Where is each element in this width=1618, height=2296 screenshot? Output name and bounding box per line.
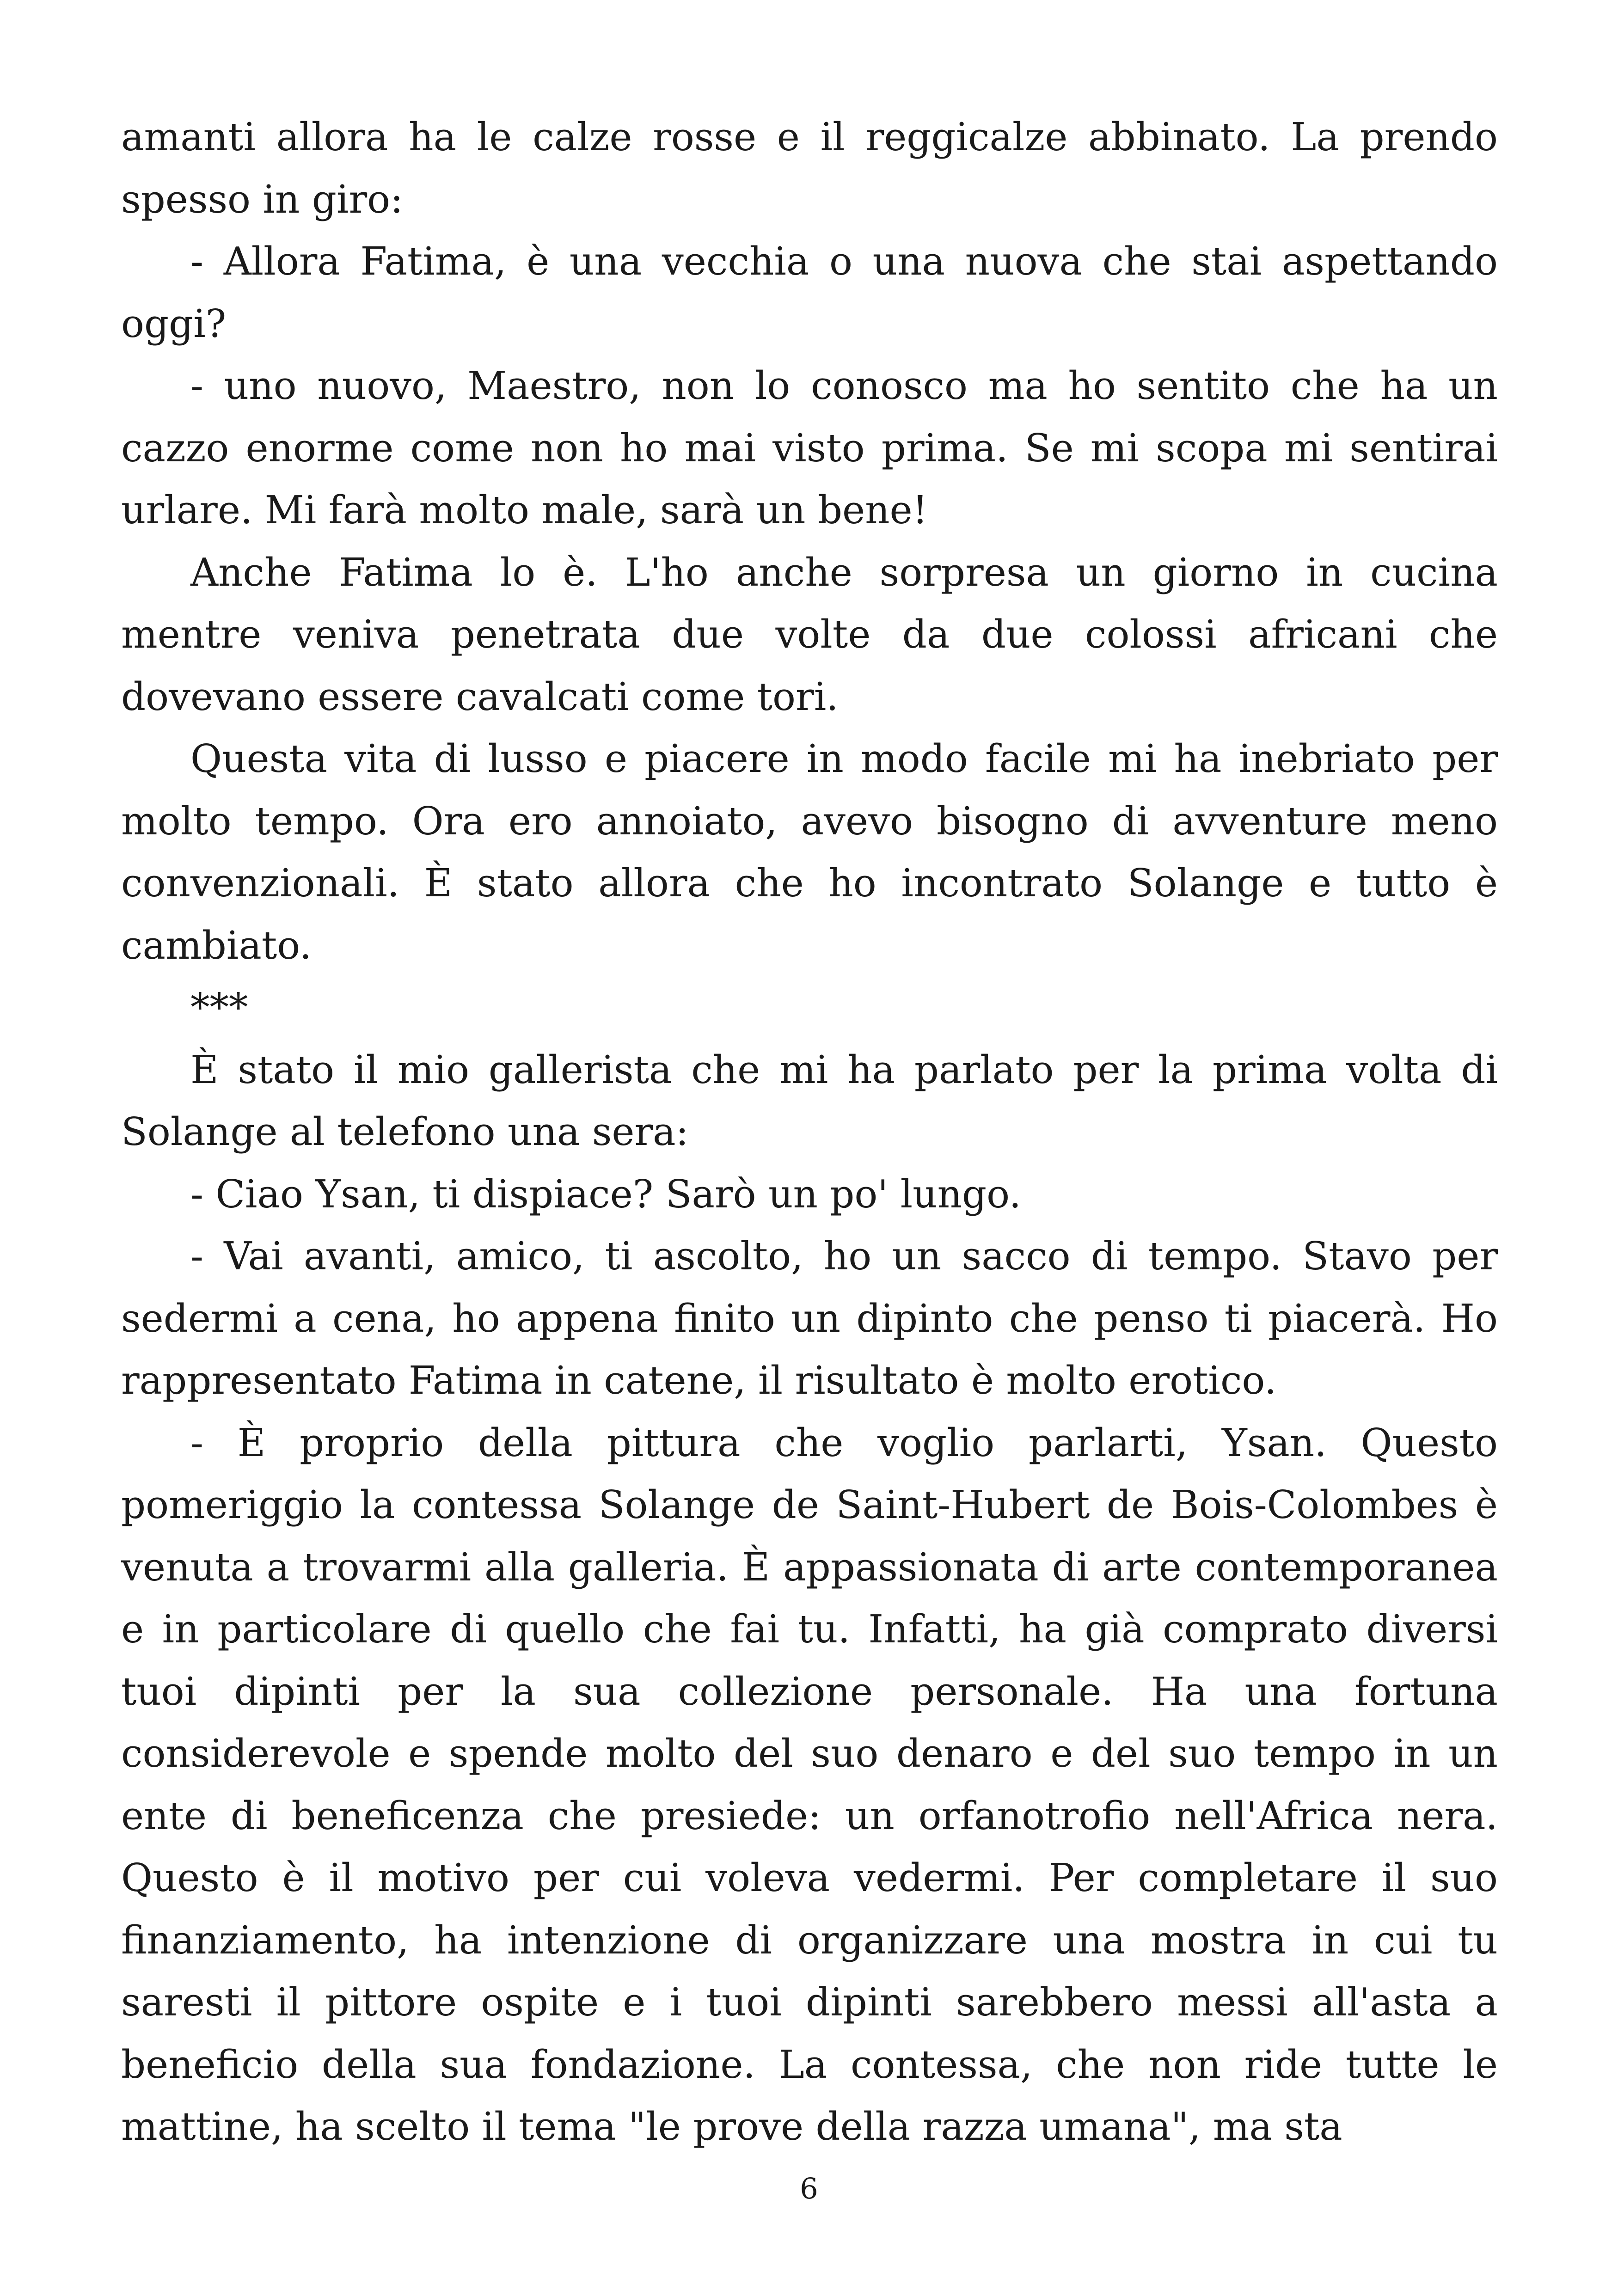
paragraph: È stato il mio gallerista che mi ha parlato per la prima volta di Solange al telefono una sera: bbox=[121, 1047, 1498, 1154]
dialogue-line: - Vai avanti, amico, ti ascolto, ho un sacco di tempo. Stavo per sedermi a cena, ho appena finito un dipinto che penso ti piacerà. Ho rappresentato Fatima in catene, il risultato è molto erotico. bbox=[121, 1234, 1498, 1403]
dialogue-line: - uno nuovo, Maestro, non lo conosco ma ho sentito che ha un cazzo enorme come non ho mai visto prima. Se mi scopa mi sentirai urlare. Mi farà molto male, sarà un bene! bbox=[121, 363, 1498, 533]
body-text bbox=[121, 106, 1498, 2158]
dialogue-line: - Ciao Ysan, ti dispiace? Sarò un po' lungo. bbox=[190, 1171, 1022, 1217]
paragraph: Questa vita di lusso e piacere in modo facile mi ha inebriato per molto tempo. Ora ero annoiato, avevo bisogno di avventure meno convenzionali. È stato allora che ho incontrato Solange e tutto è cambiato. bbox=[121, 736, 1498, 968]
paragraph: Anche Fatima lo è. L'ho anche sorpresa un giorno in cucina mentre veniva penetrata due volte da due colossi africani che dovevano essere cavalcati come tori. bbox=[121, 550, 1498, 719]
dialogue-line: - Allora Fatima, è una vecchia o una nuova che stai aspettando oggi? bbox=[121, 239, 1498, 346]
page-number: 6 bbox=[800, 2172, 818, 2205]
section-separator: *** bbox=[190, 985, 248, 1030]
dialogue-line: - È proprio della pittura che voglio parlarti, Ysan. Questo pomeriggio la contessa Solange de Saint-Hubert de Bois-Colombes è venuta a trovarmi alla galleria. È appassionata di arte contemporanea e in particolare di quello che fai tu. Infatti, ha già comprato diversi tuoi dipinti per la sua collezione personale. Ha una fortuna considerevole e spende molto del suo denaro e del suo tempo in un ente di beneficenza che presiede: un orfanotrofio nell'Africa nera. Questo è il motivo per cui voleva vedermi. Per completare il suo finanziamento, ha intenzione di organizzare una mostra in cui tu saresti il pittore ospite e i tuoi dipinti sarebbero messi all'asta a beneficio della sua fondazione. La contessa, che non ride tutte le mattine, ha scelto il tema "le prove della razza umana", ma sta bbox=[121, 1420, 1498, 2149]
paragraph-continuation: amanti allora ha le calze rosse e il reggicalze abbinato. La prendo spesso in giro: bbox=[121, 115, 1498, 222]
